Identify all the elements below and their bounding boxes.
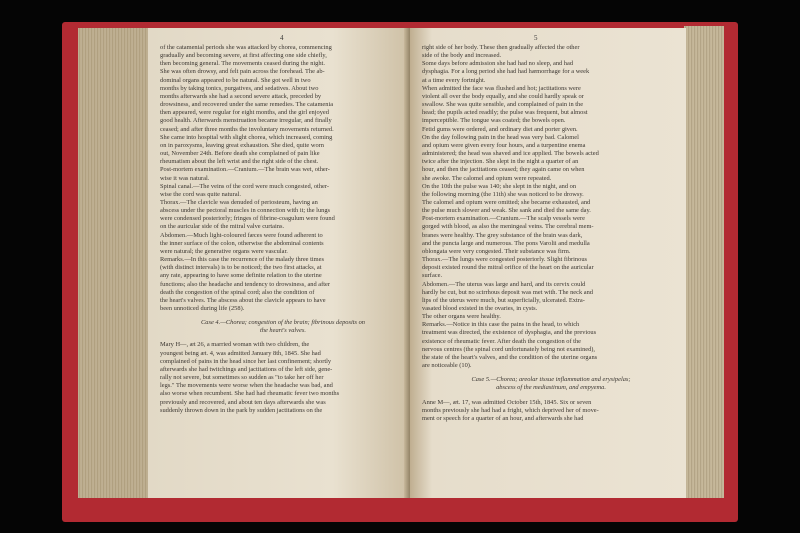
- text-line: lips of the uterus were much, but superficially, ulcerated. Extra-: [422, 296, 585, 304]
- text-line: abscess under the pectoral muscles in connection with it; the lungs: [160, 207, 331, 215]
- text-line: violent all over the body equally, and she could hardly speak or: [422, 92, 584, 100]
- left-page-body: [160, 44, 406, 415]
- text-line: gradually and becoming severe, at first affecting one side chiefly,: [160, 52, 327, 60]
- right-page-edges: [684, 26, 724, 498]
- text-line: at a time every fortnight.: [422, 76, 486, 84]
- text-line: ment or speech for a quarter of an hour, and afterwards she had: [422, 414, 584, 422]
- left-page: [148, 28, 412, 498]
- page-number: 5: [534, 34, 538, 42]
- text-line: Abdomen.—Much light-coloured fæces were found adherent to: [160, 231, 323, 239]
- text-line: administered; the head was shaved and ice applied. The bowels acted: [422, 150, 599, 158]
- text-line: on in paroxysms, leaving great exhaustion. She died, quite worn: [160, 141, 324, 149]
- text-line: Thorax.—The clavicle was denuded of periosteum, having an: [160, 198, 318, 206]
- text-line: gorged with blood, as also the meningeal veins. The cerebral mem-: [422, 223, 594, 231]
- text-line: were natural; the generative organs were vascular.: [160, 247, 288, 255]
- text-line: previously and recovered, and about ten days afterwards she was: [160, 398, 326, 406]
- text-line: treatment was directed, the existence of dysphagia, and the previous: [422, 329, 597, 337]
- text-line: dysphagia. For a long period she had had hæmorrhage for a week: [422, 68, 590, 76]
- text-line: good health. Afterwards menstruation became irregular, and finally: [160, 117, 332, 125]
- text-line: right side of her body. These then gradually affected the other: [422, 44, 580, 51]
- text-line: the pulse much slower and weak. She sank and died the same day.: [422, 207, 591, 215]
- text-line: afterwards she had twitchings and jactitations of the left side, gene-: [160, 365, 333, 373]
- text-line: Thorax.—The lungs were congested posteriorly. Slight fibrinous: [422, 256, 587, 264]
- text-line: then appeared, were regular for eight months, and the girl enjoyed: [160, 109, 329, 117]
- text-line: months previously she had had a fright, which deprived her of move-: [422, 406, 599, 414]
- page-number: 4: [280, 34, 284, 42]
- text-line: months afterwards she had a second severe attack, preceded by: [160, 92, 322, 100]
- text-line: dominal organs appeared to be natural. She got well in two: [160, 76, 311, 84]
- text-line: suddenly thrown down in the park by sudden jactitations on the: [160, 406, 323, 414]
- text-line: existence of rheumatic fever. After death the congestion of the: [422, 337, 581, 345]
- text-line: and the puncta large and numerous. The pons Varolii and medulla: [422, 239, 590, 247]
- text-line: Anne M—, æt. 17, was admitted October 15th, 1845. Six or seven: [422, 398, 592, 406]
- text-line: Some days before admission she had had no sleep, and had: [422, 60, 574, 68]
- text-line: Remarks.—Notice in this case the pains in the head, to which: [422, 321, 580, 329]
- text-line: Post-mortem examination.—Cranium.—The scalp vessels were: [422, 215, 585, 223]
- text-line: drowsiness, and recovered under the same remedies. The catamenia: [160, 101, 334, 109]
- case-heading: Case 4.—Chorea; congestion of the brain; fibrinous deposits on: [201, 319, 365, 327]
- text-line: (with distinct intervals) is to be noticed; the two first attacks, at: [160, 264, 322, 272]
- text-line: legs." The movements were worse when the headache was bad, and: [160, 382, 333, 390]
- text-line: The calomel and opium were omitted; she became exhausted, and: [422, 198, 591, 206]
- text-line: hardly be cut, but no scirrhous deposit was met with. The neck and: [422, 288, 593, 296]
- text-line: vasated blood existed in the ovaries, in cysts.: [422, 305, 538, 312]
- text-line: complained of pains in the head since her last confinement; shortly: [160, 357, 332, 365]
- text-line: of the catamenial periods she was attacked by chorea, commencing: [160, 44, 332, 51]
- text-line: ceased; and after three months the involuntary movements returned.: [160, 125, 334, 133]
- text-line: Post-mortem examination.—Cranium.—The brain was wet, other-: [160, 166, 330, 174]
- text-line: months by taking tonics, purgatives, and sedatives. About two: [160, 84, 319, 92]
- text-line: out, November 24th. Before death she complained of pain like: [160, 150, 320, 158]
- text-line: the following morning (the 11th) she was noticed to be drowsy.: [422, 190, 584, 198]
- text-line: Mary H—, æt 26, a married woman with two children, the: [160, 341, 310, 349]
- text-line: head; the pupils acted readily; the pulse was frequent, but almost: [422, 109, 588, 117]
- text-line: the state of the heart's valves, and the condition of the uterine organs: [422, 353, 598, 361]
- text-line: also worse when recumbent. She had had rheumatic fever two months: [160, 390, 340, 398]
- case-heading: Case 5.—Chorea; areolar tissue inflammation and erysipelas;: [471, 376, 631, 384]
- text-line: been unnoticed during life (258).: [160, 305, 245, 312]
- text-line: wise the cord was quite natural.: [160, 190, 241, 198]
- text-line: Spinal canal.—The veins of the cord were much congested, other-: [160, 182, 329, 190]
- text-line: rally not severe, but sometimes so sudden as "to take her off her: [160, 374, 324, 382]
- text-line: The other organs were healthy.: [422, 313, 501, 321]
- text-line: twice after the injection. She slept in the night a quarter of an: [422, 158, 579, 166]
- right-page-body: [422, 44, 680, 423]
- right-page: [410, 28, 686, 498]
- case-heading: the heart's valves.: [260, 327, 306, 335]
- text-line: any rate, appearing to have some definite relation to the uterine: [160, 272, 322, 280]
- text-line: functions; also the headache and tendency to drowsiness, and after: [160, 280, 331, 288]
- text-line: were condensed posteriorly; fringes of fibrine-coagulum were found: [160, 215, 335, 223]
- text-line: Abdomen.—The uterus was large and hard, and its cervix could: [422, 280, 586, 288]
- text-line: the heart's valves. The abscess about the clavicle appears to have: [160, 296, 326, 304]
- text-line: oblongata were very congested. Their substance was firm.: [422, 247, 571, 255]
- text-line: When admitted the face was flushed and hot; jactitations were: [422, 84, 581, 92]
- text-line: imperceptible. The tongue was coated; the bowels open.: [422, 117, 566, 125]
- text-line: deposit existed round the mitral orifice of the heart on the auricular: [422, 264, 594, 272]
- text-line: Fetid gums were ordered, and ordinary diet and porter given.: [422, 125, 578, 133]
- text-line: Remarks.—In this case the recurrence of the malady three times: [160, 256, 324, 264]
- text-line: swallow. She was quite sensible, and complained of pain in the: [422, 101, 584, 109]
- text-line: youngest being æt. 4, was admitted January 8th, 1845. She had: [160, 349, 321, 357]
- case-heading: abscess of the mediastinum, and empyema.: [496, 384, 606, 392]
- text-line: nervous centres (the spinal cord unfortunately being not examined),: [422, 345, 596, 353]
- text-line: she awoke. The calomel and opium were repeated.: [422, 174, 552, 182]
- text-line: the inner surface of the colon, otherwise the abdominal contents: [160, 239, 324, 247]
- text-line: She came into hospital with slight chorea, which increased, coming: [160, 133, 333, 141]
- text-line: then becoming general. The movements ceased during the night.: [160, 60, 325, 68]
- text-line: death the congestion of the spinal cord; also the condition of: [160, 288, 315, 296]
- text-line: surface.: [422, 272, 443, 280]
- text-line: On the 10th the pulse was 140; she slept in the night, and on: [422, 182, 577, 190]
- text-line: hour, and then the jactitations ceased; they again came on when: [422, 166, 585, 174]
- text-line: and opium were given every four hours, and a turpentine enema: [422, 141, 586, 149]
- text-line: are noticeable (10).: [422, 362, 472, 370]
- text-line: rheumatism about the left wrist and the right side of the chest.: [160, 158, 319, 166]
- text-line: wise it was natural.: [160, 174, 210, 182]
- text-line: On the day following pain in the head was very bad. Calomel: [422, 133, 579, 141]
- text-line: side of the body and increased.: [422, 52, 502, 60]
- text-line: branes were healthy. The grey substance of the brain was dark,: [422, 231, 583, 239]
- left-page-edges: [78, 28, 156, 498]
- text-line: She was often drowsy, and felt pain across the forehead. The ab-: [160, 68, 325, 76]
- text-line: on the auricular side of the mitral valve curtains.: [160, 223, 285, 231]
